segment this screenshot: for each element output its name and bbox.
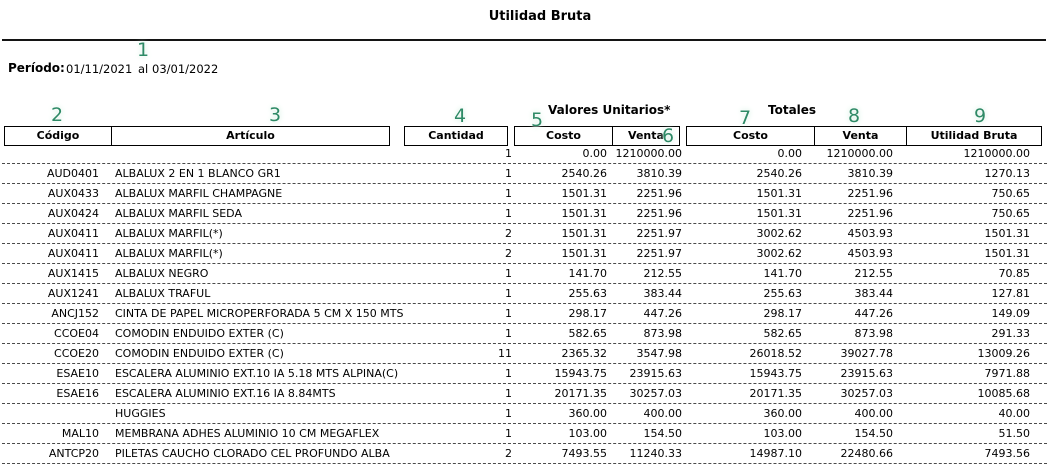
annotation-number-6: 6 bbox=[661, 125, 675, 147]
period-from-date[interactable]: 01/11/2021 bbox=[66, 62, 133, 76]
cell-cantidad: 1 bbox=[505, 407, 512, 420]
cell-costo-total: 1501.31 bbox=[756, 207, 802, 220]
cell-codigo: AUX0411 bbox=[47, 247, 99, 260]
table-row bbox=[2, 284, 1047, 304]
cell-venta-total: 22480.66 bbox=[840, 447, 893, 460]
cell-articulo: ESCALERA ALUMINIO EXT.16 IA 8.84MTS bbox=[115, 387, 336, 400]
cell-utilidad-bruta: 51.50 bbox=[998, 427, 1030, 440]
cell-costo-unitario: 7493.55 bbox=[561, 447, 607, 460]
cell-costo-total: 1501.31 bbox=[756, 187, 802, 200]
period-separator: al bbox=[138, 62, 149, 76]
column-header-costo-total[interactable]: Costo bbox=[686, 126, 815, 146]
table-row bbox=[2, 384, 1047, 404]
cell-venta-unitaria: 447.26 bbox=[643, 307, 682, 320]
cell-costo-unitario: 20171.35 bbox=[554, 387, 607, 400]
cell-venta-total: 4503.93 bbox=[847, 247, 893, 260]
cell-venta-unitaria: 2251.96 bbox=[636, 207, 682, 220]
cell-costo-unitario: 255.63 bbox=[568, 287, 607, 300]
cell-costo-total: 3002.62 bbox=[756, 247, 802, 260]
cell-venta-unitaria: 1210000.00 bbox=[615, 147, 682, 160]
cell-venta-unitaria: 2251.96 bbox=[636, 187, 682, 200]
cell-utilidad-bruta: 1210000.00 bbox=[963, 147, 1030, 160]
cell-costo-unitario: 1501.31 bbox=[561, 187, 607, 200]
cell-codigo: ESAE10 bbox=[56, 367, 99, 380]
table-row bbox=[2, 224, 1047, 244]
cell-articulo: ALBALUX 2 EN 1 BLANCO GR1 bbox=[115, 167, 281, 180]
cell-codigo: CCOE04 bbox=[54, 327, 99, 340]
group-header-valores-unitarios: Valores Unitarios* bbox=[548, 103, 671, 117]
cell-costo-unitario: 1501.31 bbox=[561, 207, 607, 220]
cell-costo-unitario: 582.65 bbox=[568, 327, 607, 340]
cell-codigo: AUX0411 bbox=[47, 227, 99, 240]
cell-cantidad: 11 bbox=[498, 347, 512, 360]
cell-cantidad: 1 bbox=[505, 187, 512, 200]
cell-articulo: PILETAS CAUCHO CLORADO CEL PROFUNDO ALBA bbox=[115, 447, 390, 460]
cell-venta-total: 154.50 bbox=[854, 427, 893, 440]
cell-cantidad: 1 bbox=[505, 327, 512, 340]
cell-articulo: CINTA DE PAPEL MICROPERFORADA 5 CM X 150 MTS bbox=[115, 307, 404, 320]
cell-venta-unitaria: 30257.03 bbox=[629, 387, 682, 400]
cell-utilidad-bruta: 7493.56 bbox=[984, 447, 1030, 460]
annotation-number-8: 8 bbox=[847, 105, 861, 127]
cell-cantidad: 1 bbox=[505, 287, 512, 300]
cell-codigo: AUX1415 bbox=[47, 267, 99, 280]
cell-codigo: AUD0401 bbox=[46, 167, 99, 180]
cell-utilidad-bruta: 127.81 bbox=[991, 287, 1030, 300]
annotation-number-5: 5 bbox=[530, 109, 544, 131]
cell-costo-total: 15943.75 bbox=[749, 367, 802, 380]
cell-costo-unitario: 298.17 bbox=[568, 307, 607, 320]
period-to-date[interactable]: 03/01/2022 bbox=[152, 62, 219, 76]
cell-articulo: COMODIN ENDUIDO EXTER (C) bbox=[115, 347, 284, 360]
annotation-number-3: 3 bbox=[268, 104, 282, 126]
cell-costo-total: 255.63 bbox=[763, 287, 802, 300]
cell-venta-total: 383.44 bbox=[854, 287, 893, 300]
cell-utilidad-bruta: 750.65 bbox=[991, 187, 1030, 200]
cell-venta-total: 2251.96 bbox=[847, 207, 893, 220]
cell-cantidad: 1 bbox=[505, 267, 512, 280]
cell-cantidad: 1 bbox=[505, 307, 512, 320]
cell-costo-total: 103.00 bbox=[763, 427, 802, 440]
cell-cantidad: 2 bbox=[505, 447, 512, 460]
cell-venta-total: 447.26 bbox=[854, 307, 893, 320]
cell-venta-unitaria: 212.55 bbox=[643, 267, 682, 280]
cell-cantidad: 1 bbox=[505, 207, 512, 220]
cell-codigo: AUX0433 bbox=[47, 187, 99, 200]
annotation-number-4: 4 bbox=[453, 105, 467, 127]
cell-utilidad-bruta: 40.00 bbox=[998, 407, 1030, 420]
cell-costo-unitario: 2540.26 bbox=[561, 167, 607, 180]
cell-utilidad-bruta: 1270.13 bbox=[984, 167, 1030, 180]
cell-costo-unitario: 1501.31 bbox=[561, 227, 607, 240]
cell-costo-total: 360.00 bbox=[763, 407, 802, 420]
cell-articulo bbox=[115, 144, 445, 163]
table-body bbox=[0, 144, 1049, 464]
cell-codigo: ANTCP20 bbox=[48, 447, 99, 460]
header-divider bbox=[2, 39, 1046, 41]
table-row bbox=[2, 444, 1047, 464]
table-row bbox=[2, 424, 1047, 444]
cell-costo-unitario: 1501.31 bbox=[561, 247, 607, 260]
cell-utilidad-bruta: 291.33 bbox=[991, 327, 1030, 340]
cell-venta-total: 30257.03 bbox=[840, 387, 893, 400]
cell-costo-total: 26018.52 bbox=[749, 347, 802, 360]
cell-codigo: AUX0424 bbox=[47, 207, 99, 220]
cell-articulo: ALBALUX MARFIL(*) bbox=[115, 227, 223, 240]
cell-venta-unitaria: 11240.33 bbox=[629, 447, 682, 460]
report-title: Utilidad Bruta bbox=[488, 9, 592, 24]
cell-utilidad-bruta: 70.85 bbox=[998, 267, 1030, 280]
table-row bbox=[2, 364, 1047, 384]
cell-utilidad-bruta: 13009.26 bbox=[977, 347, 1030, 360]
cell-venta-unitaria: 873.98 bbox=[643, 327, 682, 340]
table-row bbox=[2, 344, 1047, 364]
table-row bbox=[2, 144, 1047, 164]
table-row bbox=[2, 304, 1047, 324]
cell-utilidad-bruta: 750.65 bbox=[991, 207, 1030, 220]
cell-cantidad: 1 bbox=[505, 147, 512, 160]
cell-costo-unitario: 15943.75 bbox=[554, 367, 607, 380]
cell-articulo: COMODIN ENDUIDO EXTER (C) bbox=[115, 327, 284, 340]
cell-venta-total: 4503.93 bbox=[847, 227, 893, 240]
cell-costo-unitario: 2365.32 bbox=[561, 347, 607, 360]
cell-cantidad: 1 bbox=[505, 167, 512, 180]
cell-venta-unitaria: 154.50 bbox=[643, 427, 682, 440]
cell-articulo: ALBALUX MARFIL SEDA bbox=[115, 207, 242, 220]
cell-articulo: ALBALUX MARFIL CHAMPAGNE bbox=[115, 187, 283, 200]
table-row bbox=[2, 164, 1047, 184]
cell-venta-total: 23915.63 bbox=[840, 367, 893, 380]
cell-costo-unitario: 0.00 bbox=[582, 147, 607, 160]
cell-articulo: ESCALERA ALUMINIO EXT.10 IA 5.18 MTS ALPINA(C) bbox=[115, 367, 399, 380]
annotation-number-2: 2 bbox=[50, 104, 64, 126]
cell-costo-total: 14987.10 bbox=[749, 447, 802, 460]
cell-costo-total: 141.70 bbox=[763, 267, 802, 280]
cell-utilidad-bruta: 7971.88 bbox=[984, 367, 1030, 380]
annotation-number-1: 1 bbox=[136, 39, 150, 61]
cell-codigo: ANCJ152 bbox=[51, 307, 99, 320]
cell-codigo bbox=[9, 144, 99, 163]
column-header-venta-total[interactable]: Venta bbox=[814, 126, 907, 146]
cell-venta-unitaria: 23915.63 bbox=[629, 367, 682, 380]
column-header-articulo[interactable]: Artículo bbox=[111, 126, 390, 146]
cell-costo-unitario: 141.70 bbox=[568, 267, 607, 280]
cell-codigo: CCOE20 bbox=[54, 347, 99, 360]
cell-articulo: ALBALUX TRAFUL bbox=[115, 287, 211, 300]
annotation-number-7: 7 bbox=[738, 107, 752, 129]
column-header-codigo[interactable]: Código bbox=[4, 126, 112, 146]
annotation-number-9: 9 bbox=[973, 105, 987, 127]
cell-venta-unitaria: 2251.97 bbox=[636, 247, 682, 260]
cell-venta-total: 2251.96 bbox=[847, 187, 893, 200]
cell-cantidad: 1 bbox=[505, 427, 512, 440]
cell-venta-unitaria: 3810.39 bbox=[636, 167, 682, 180]
cell-codigo: ESAE16 bbox=[56, 387, 99, 400]
column-header-cantidad[interactable]: Cantidad bbox=[404, 126, 508, 146]
table-row bbox=[2, 404, 1047, 424]
cell-articulo: MEMBRANA ADHES ALUMINIO 10 CM MEGAFLEX bbox=[115, 427, 380, 440]
period-label: Período: bbox=[8, 61, 65, 75]
cell-costo-unitario: 360.00 bbox=[568, 407, 607, 420]
column-header-venta-unitaria[interactable]: Venta bbox=[612, 126, 680, 146]
cell-venta-unitaria: 400.00 bbox=[643, 407, 682, 420]
cell-codigo: MAL10 bbox=[61, 427, 99, 440]
cell-articulo: ALBALUX MARFIL(*) bbox=[115, 247, 223, 260]
cell-articulo: ALBALUX NEGRO bbox=[115, 267, 209, 280]
cell-costo-total: 0.00 bbox=[777, 147, 802, 160]
cell-costo-total: 20171.35 bbox=[749, 387, 802, 400]
cell-articulo: HUGGIES bbox=[115, 407, 166, 420]
cell-costo-total: 3002.62 bbox=[756, 227, 802, 240]
cell-venta-total: 1210000.00 bbox=[826, 147, 893, 160]
cell-utilidad-bruta: 10085.68 bbox=[977, 387, 1030, 400]
cell-cantidad: 1 bbox=[505, 387, 512, 400]
table-row bbox=[2, 184, 1047, 204]
cell-venta-unitaria: 3547.98 bbox=[636, 347, 682, 360]
cell-utilidad-bruta: 1501.31 bbox=[984, 227, 1030, 240]
table-row bbox=[2, 264, 1047, 284]
cell-venta-unitaria: 383.44 bbox=[643, 287, 682, 300]
column-header-utilidad-bruta[interactable]: Utilidad Bruta bbox=[906, 126, 1042, 146]
cell-cantidad: 2 bbox=[505, 247, 512, 260]
cell-costo-total: 298.17 bbox=[763, 307, 802, 320]
cell-cantidad: 1 bbox=[505, 367, 512, 380]
cell-venta-unitaria: 2251.97 bbox=[636, 227, 682, 240]
cell-cantidad: 2 bbox=[505, 227, 512, 240]
cell-venta-total: 39027.78 bbox=[840, 347, 893, 360]
cell-codigo: AUX1241 bbox=[47, 287, 99, 300]
cell-venta-total: 3810.39 bbox=[847, 167, 893, 180]
cell-venta-total: 873.98 bbox=[854, 327, 893, 340]
cell-utilidad-bruta: 1501.31 bbox=[984, 247, 1030, 260]
cell-venta-total: 212.55 bbox=[854, 267, 893, 280]
cell-costo-total: 2540.26 bbox=[756, 167, 802, 180]
table-row bbox=[2, 244, 1047, 264]
table-row bbox=[2, 204, 1047, 224]
cell-costo-unitario: 103.00 bbox=[568, 427, 607, 440]
column-header-costo-unitario[interactable]: Costo bbox=[514, 126, 613, 146]
table-row bbox=[2, 324, 1047, 344]
group-header-totales: Totales bbox=[768, 103, 817, 117]
cell-utilidad-bruta: 149.09 bbox=[991, 307, 1030, 320]
cell-costo-total: 582.65 bbox=[763, 327, 802, 340]
cell-venta-total: 400.00 bbox=[854, 407, 893, 420]
cell-codigo bbox=[9, 404, 99, 423]
